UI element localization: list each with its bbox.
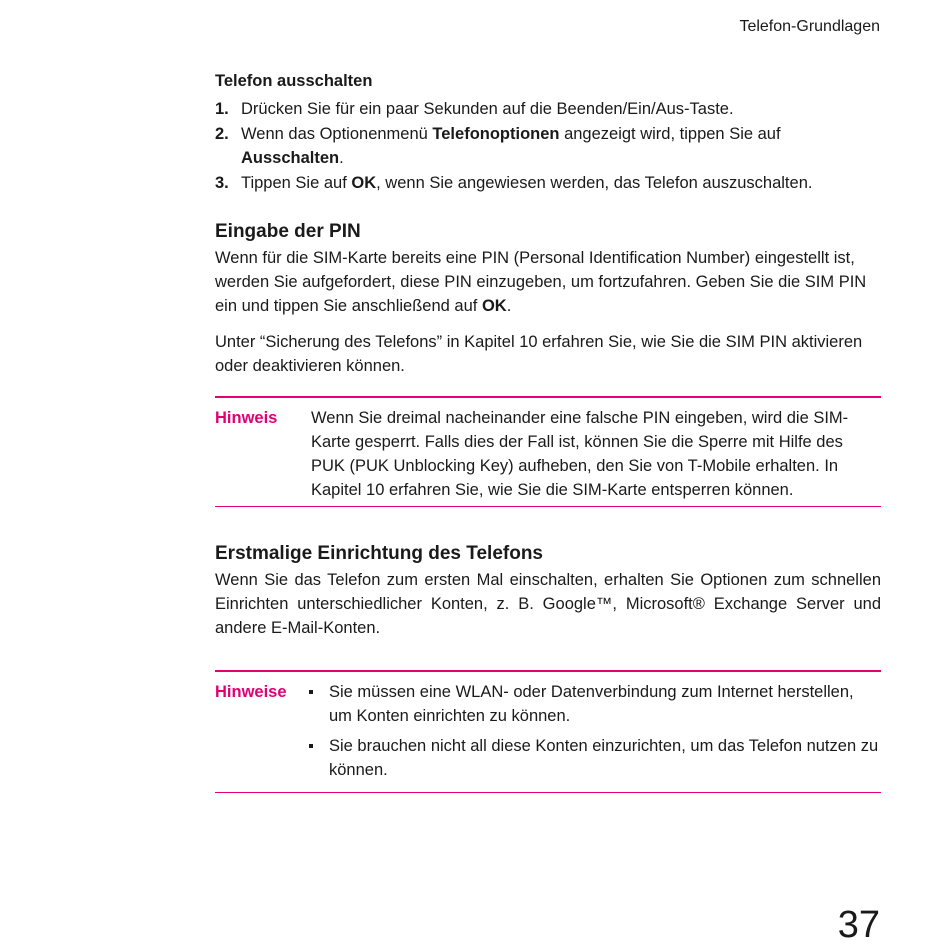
pin-paragraph-text: Wenn für die SIM-Karte bereits eine PIN (Personal Identification Number) eingestellt ist, werden Sie aufgefordert, diese PIN einzugeben, um fortzufahren. Geben Sie die SIM PIN ein und tippen Sie anschließend auf xyxy=(215,249,867,315)
step-text: Wenn das Optionenmenü xyxy=(241,125,433,143)
step-text: angezeigt wird, tippen Sie auf xyxy=(559,125,781,143)
pin-section xyxy=(215,221,881,507)
page-number: 37 xyxy=(837,904,880,946)
step-item xyxy=(215,97,881,121)
step-number: 3. xyxy=(215,174,229,192)
step-text: Drücken Sie für ein paar Sekunden auf die Beenden/Ein/Aus-Taste. xyxy=(241,100,734,118)
pin-paragraph-text: . xyxy=(506,297,512,315)
list-item xyxy=(305,734,881,782)
list-item xyxy=(305,680,881,728)
step-text: , wenn Sie angewiesen werden, das Telefon auszuschalten. xyxy=(376,174,813,192)
step-item xyxy=(215,171,881,195)
page-content xyxy=(215,72,881,793)
ok-term: OK xyxy=(481,297,507,315)
square-bullet-icon xyxy=(309,744,313,748)
pin-note xyxy=(215,396,881,507)
step-number: 1. xyxy=(215,100,229,118)
step-number: 2. xyxy=(215,125,229,143)
shutdown-term: Ausschalten xyxy=(241,149,340,167)
note-label: Hinweis xyxy=(215,409,278,427)
setup-note xyxy=(215,670,881,793)
power-off-heading: Telefon ausschalten xyxy=(215,72,373,90)
phone-options-term: Telefonoptionen xyxy=(432,125,560,143)
power-off-steps xyxy=(215,97,881,195)
note-text: Wenn Sie dreimal nacheinander eine falsche PIN eingeben, wird die SIM-Karte gesperrt. Falls dies der Fall ist, können Sie die Sperre mit Hilfe des PUK (PUK Unblocking Key) aufheben, den Sie von T-Mobile erhalten. In Kapitel 10 erfahren Sie, wie Sie die SIM-Karte entsperren können. xyxy=(311,409,849,499)
note-bullets xyxy=(305,680,881,782)
square-bullet-icon xyxy=(309,690,313,694)
note-body xyxy=(305,680,881,788)
bullet-text: Sie brauchen nicht all diese Konten einzurichten, um das Telefon nutzen zu können. xyxy=(329,737,879,779)
step-text: . xyxy=(339,149,344,167)
bullet-text: Sie müssen eine WLAN- oder Datenverbindung zum Internet herstellen, um Konten einrichten zu können. xyxy=(329,683,854,725)
step-item xyxy=(215,122,881,170)
pin-paragraph xyxy=(215,246,881,318)
step-text: Tippen Sie auf xyxy=(241,174,352,192)
note-label: Hinweise xyxy=(215,683,287,701)
running-header: Telefon-Grundlagen xyxy=(739,18,880,35)
pin-heading: Eingabe der PIN xyxy=(215,221,361,242)
pin-reference-paragraph: Unter “Sicherung des Telefons” in Kapitel 10 erfahren Sie, wie Sie die SIM PIN aktivieren oder deaktivieren können. xyxy=(215,333,863,375)
setup-heading: Erstmalige Einrichtung des Telefons xyxy=(215,543,543,564)
ok-term: OK xyxy=(351,174,377,192)
setup-paragraph: Wenn Sie das Telefon zum ersten Mal einschalten, erhalten Sie Optionen zum schnellen Einrichten unterschiedlicher Konten, z. B. Google™, Microsoft® Exchange Server und andere E-Mail-Konten. xyxy=(215,571,881,637)
setup-section xyxy=(215,543,881,793)
power-off-section xyxy=(215,72,881,195)
